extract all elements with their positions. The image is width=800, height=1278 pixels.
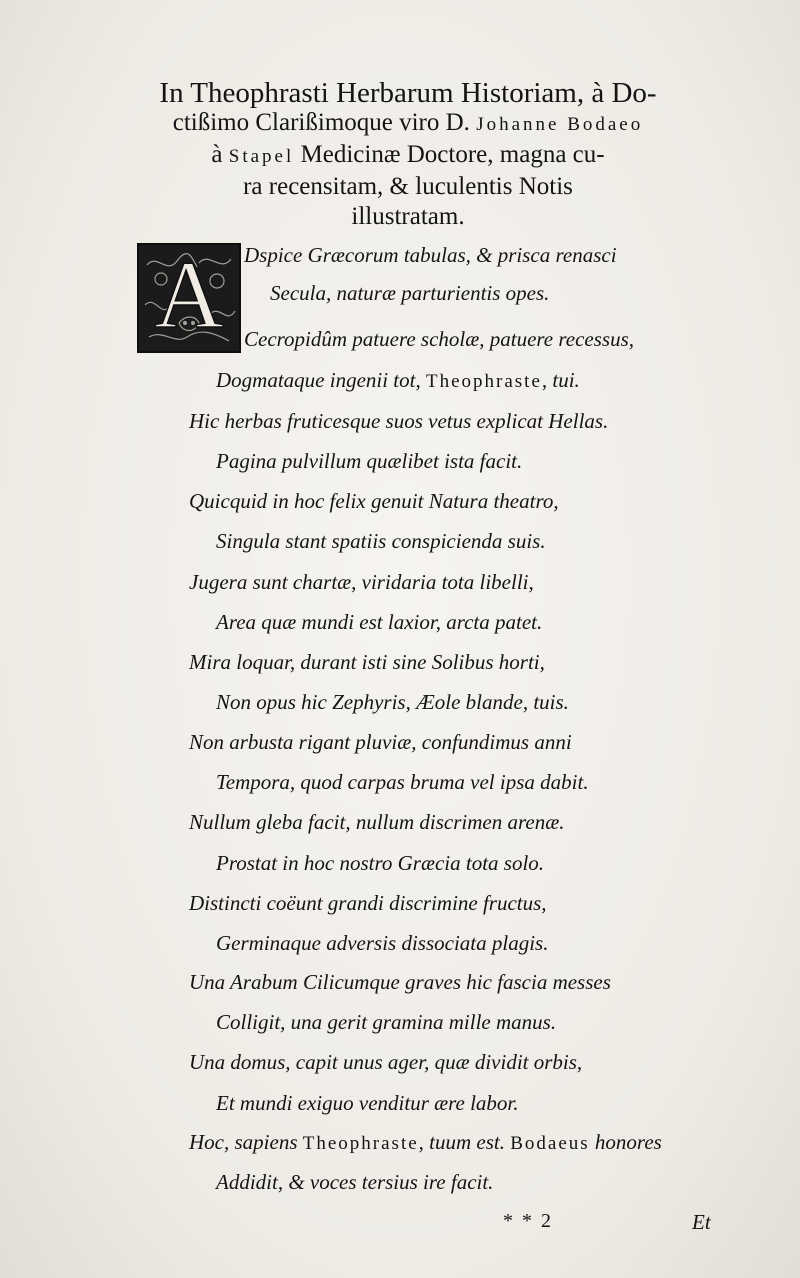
decorated-initial-letter: [137, 243, 241, 353]
verse-line: [216, 1170, 800, 1195]
verse-name-caps: Theophraste: [425, 371, 542, 392]
verse-text: Una domus, capit unus ager, quæ dividit orbis,: [189, 1050, 583, 1074]
title-line-1: In Theophrasti Herbarum Historiam, à Do-: [159, 77, 657, 109]
verse-text-continued: , tui.: [541, 368, 580, 392]
verse-name-caps: Theophraste: [302, 1133, 419, 1154]
title-line-4: ra recensitam, & luculentis Notis: [243, 173, 573, 200]
verse-line: [216, 368, 800, 393]
verse-text-continued: , tuum est.: [418, 1130, 511, 1154]
verse-text: Singula stant spatiis conspicienda suis.: [216, 529, 546, 553]
verse-line: [216, 449, 800, 474]
title-line-2: [88, 108, 728, 140]
verse-text: Hic herbas fruticesque suos vetus explicat Hellas.: [189, 409, 609, 433]
page-title: [88, 78, 728, 232]
verse-line: [216, 1091, 800, 1116]
verse-line: [189, 891, 800, 916]
author-name: Johanne Bodaeo: [476, 114, 644, 135]
title-line-3-prefix: à: [211, 141, 229, 168]
verse-line: [189, 650, 800, 675]
verse-line: [189, 570, 800, 595]
verse-line: [189, 730, 800, 755]
verse-text: Nullum gleba facit, nullum discrimen arenæ.: [189, 810, 565, 834]
verse-text: Germinaque adversis dissociata plagis.: [216, 931, 549, 955]
verse-line: [216, 770, 800, 795]
verse-text: Cecropidûm patuere scholæ, patuere recessus,: [244, 327, 634, 351]
title-line-5: illustratam.: [351, 203, 465, 230]
verse-name-caps: Bodaeus: [510, 1133, 590, 1154]
verse-line: [189, 409, 800, 434]
verse-line: [189, 970, 800, 995]
verse-line: [216, 529, 800, 554]
verse-text: Tempora, quod carpas bruma vel ipsa dabit.: [216, 770, 589, 794]
verse-line: [189, 1130, 800, 1155]
verse-text: Prostat in hoc nostro Græcia tota solo.: [216, 851, 545, 875]
verse-text: Quicquid in hoc felix genuit Natura theatro,: [189, 489, 559, 513]
verse-text: Jugera sunt chartæ, viridaria tota libelli,: [189, 570, 534, 594]
verse-text: Dogmataque ingenii tot,: [216, 368, 426, 392]
verse-line: [216, 931, 800, 956]
verse-line: [216, 690, 800, 715]
verse-text: Colligit, una gerit gramina mille manus.: [216, 1010, 557, 1034]
verse-line: [216, 610, 800, 635]
initial-letter-glyph: A: [154, 245, 224, 348]
verse-text: Et mundi exiguo venditur ære labor.: [216, 1091, 519, 1115]
verse-text: Area quæ mundi est laxior, arcta patet.: [216, 610, 543, 634]
title-line-3: [88, 140, 728, 172]
verse-text: Hoc, sapiens: [189, 1130, 303, 1154]
verse-line: [244, 243, 800, 268]
verse-text: Secula, naturæ parturientis opes.: [270, 281, 550, 305]
verse-line: [244, 327, 800, 352]
verse-text: Distincti coëunt grandi discrimine fructus,: [189, 891, 547, 915]
verse-line: [216, 851, 800, 876]
verse-text: Pagina pulvillum quælibet ista facit.: [216, 449, 523, 473]
author-place: Stapel: [228, 146, 295, 167]
verse-text: Non arbusta rigant pluviæ, confundimus anni: [189, 730, 572, 754]
verse-text: Dspice Græcorum tabulas, & prisca renasci: [244, 243, 617, 267]
verse-line: [189, 1050, 800, 1075]
ornament-icon: [139, 245, 239, 351]
verse-line: [216, 1010, 800, 1035]
verse-text: Mira loquar, durant isti sine Solibus horti,: [189, 650, 545, 674]
signature-mark: * * 2: [503, 1210, 553, 1232]
verse-line: [270, 281, 800, 306]
verse-text-continued: honores: [589, 1130, 662, 1154]
verse-text: Addidit, & voces tersius ire facit.: [216, 1170, 494, 1194]
verse-line: [189, 489, 800, 514]
catchword: Et: [692, 1210, 711, 1234]
verse-text: Una Arabum Cilicumque graves hic fascia messes: [189, 970, 611, 994]
verse-line: [189, 810, 800, 835]
verse-text: Non opus hic Zephyris, Æole blande, tuis.: [216, 690, 569, 714]
title-line-2-text: ctißimo Clarißimoque viro D.: [172, 109, 477, 136]
title-line-3-text: Medicinæ Doctore, magna cu-: [294, 141, 605, 168]
